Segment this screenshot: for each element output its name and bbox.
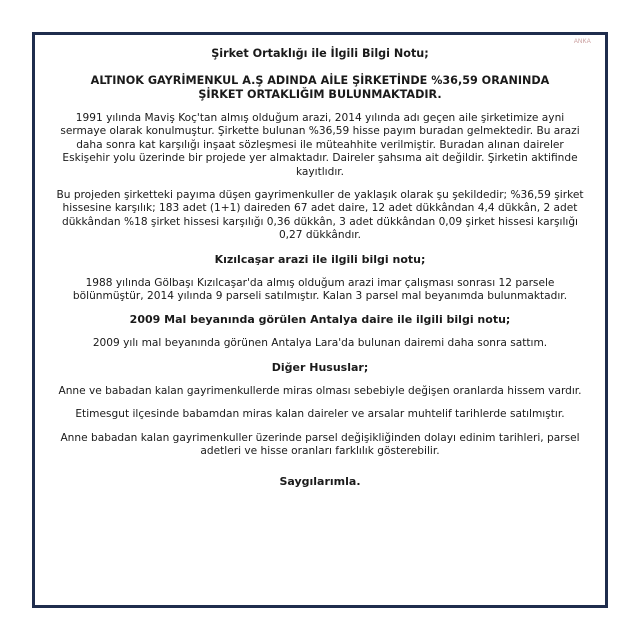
- ownership-headline: ALTINOK GAYRİMENKUL A.Ş ADINDA AİLE ŞİRKETİNDE %36,59 ORANINDA ŞİRKET ORTAKLIĞIM BULUNMAKTADIR.: [90, 74, 550, 101]
- paragraph-kizilcasar: 1988 yılında Gölbaşı Kızılcaşar'da almış olduğum arazi imar çalışması sonrası 12 parsele bölünmüştür, 2014 yılında 9 parseli satılmıştır. Kalan 3 parsel mal beyanımda bulunmaktadır.: [72, 276, 568, 303]
- paragraph-share-breakdown: Bu projeden şirketteki payıma düşen gayrimenkuller de yaklaşık olarak şu şekildedir; %36,59 şirket hissesine karşılık; 183 adet (1+1) daireden 67 adet daire, 12 adet dükkândan 4,4 dükkân, 2 adet dükkândan %18 şirket hissesi karşılığı 0,36 dükkân, 3 adet dükkândan 0,09 şirket hissesi karşılığı 0,27 dükkândır.: [56, 189, 584, 242]
- document-title: Şirket Ortaklığı ile İlgili Bilgi Notu;: [211, 47, 429, 60]
- paragraph-parcel-changes: Anne babadan kalan gayrimenkuller üzerinde parsel değişikliğinden dolayı edinim tarihleri, parsel adetleri ve hisse oranları farklılık gösterebilir.: [60, 431, 580, 458]
- paragraph-land-history: 1991 yılında Maviş Koç'tan almış olduğum arazi, 2014 yılında adı geçen aile şirketimize ayni sermaye olarak konulmuştur. Şirkette bulunan %36,59 hisse payım buradan gelmektedir. Bu arazi daha sonra kat karşılığı inşaat sözleşmesi ile müteahhite verilmiştir. Buradan alınan daireler Eskişehir yolu üzerinde bir projede yer almaktadır. Daireler şahsıma ait değildir. Şirketin aktifinde kayıtlıdır.: [60, 112, 580, 178]
- paragraph-etimesgut: Etimesgut ilçesinde babamdan miras kalan daireler ve arsalar muhtelif tarihlerde satılmıştır.: [75, 408, 565, 421]
- paragraph-antalya: 2009 yılı mal beyanında görünen Antalya Lara'da bulunan dairemi daha sonra sattım.: [92, 337, 548, 350]
- watermark-logo: ANKA: [573, 39, 591, 45]
- paragraph-inheritance: Anne ve babadan kalan gayrimenkullerde miras olması sebebiyle değişen oranlarda hissem vardır.: [58, 384, 582, 397]
- section-title-antalya: 2009 Mal beyanında görülen Antalya daire ile ilgili bilgi notu;: [129, 313, 511, 327]
- document-body: [53, 47, 587, 488]
- closing-signature: Saygılarımla.: [279, 474, 361, 488]
- section-title-other-matters: Diğer Hususlar;: [271, 360, 369, 374]
- document-frame: [32, 32, 608, 608]
- section-title-kizilcasar: Kızılcaşar arazi ile ilgili bilgi notu;: [214, 252, 426, 266]
